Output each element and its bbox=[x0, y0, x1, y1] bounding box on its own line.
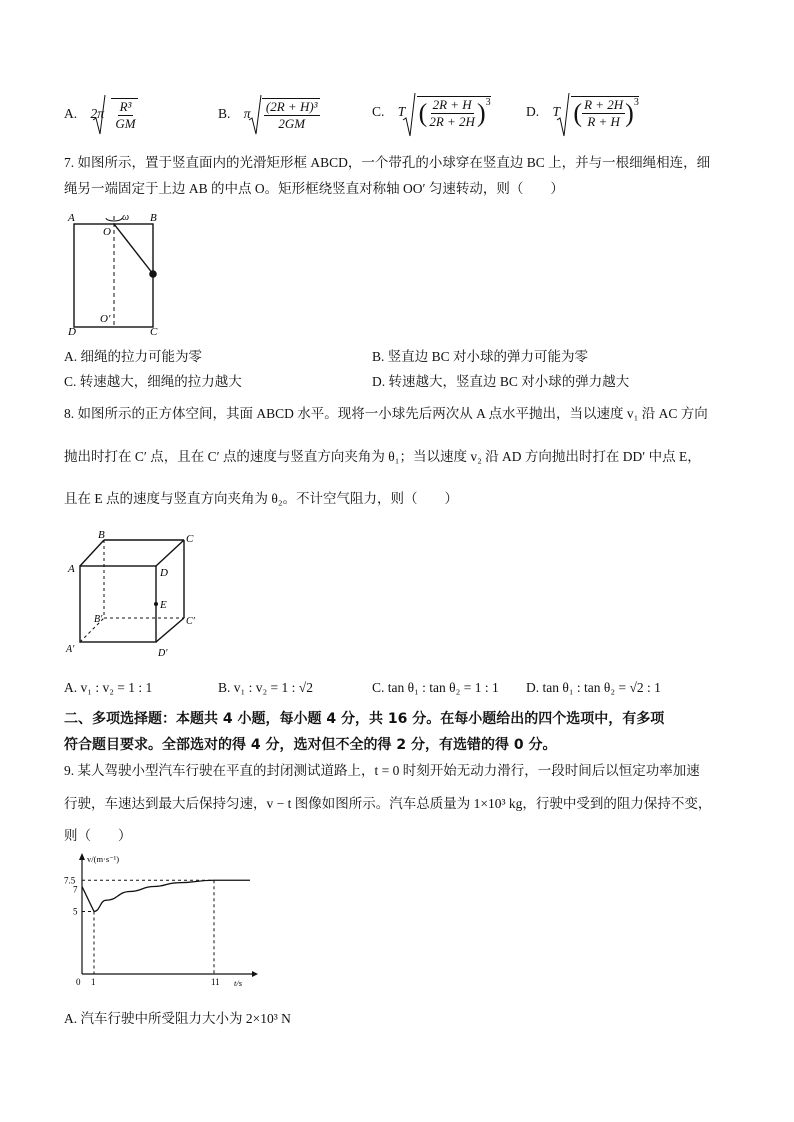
q8-stem-line3: 且在 E 点的速度与竖直方向夹角为 θ₂。不计空气阻力，则（ ） bbox=[64, 491, 459, 506]
q6-option-a-numerator: R³ bbox=[119, 99, 132, 114]
q6-option-b-radical bbox=[262, 98, 320, 132]
q8-edge-ab bbox=[80, 540, 104, 566]
q6-option-d-radical: ( $\frac{R + 2H}{R + H}$ )$^3$ bbox=[573, 97, 639, 129]
q6-option-a-radical bbox=[111, 98, 137, 132]
q6-option-a-prefix: 2π bbox=[90, 106, 105, 122]
q8-label-b: B bbox=[98, 529, 105, 541]
q6-option-b-label: B. bbox=[218, 106, 231, 122]
q7-stem-line2: 绳另一端固定于上边 AB 的中点 O。矩形框绕竖直对称轴 OO′ 匀速转动，则（ ） bbox=[64, 181, 564, 196]
q7-stem-line1: 7. 如图所示，置于竖直面内的光滑矩形框 ABCD，一个带孔的小球穿在竖直边 BC 上，并与一根细绳相连，细 bbox=[64, 155, 711, 170]
q7-option-a: A. 细绳的拉力可能为零 bbox=[64, 349, 202, 364]
q6-option-d-label: D. bbox=[526, 104, 540, 120]
q6-option-b bbox=[218, 98, 320, 132]
q7-label-b: B bbox=[150, 212, 157, 224]
vt-x-tick-label: 1 bbox=[91, 977, 96, 987]
q6-option-b-denominator: 2GM bbox=[278, 116, 306, 131]
section2-heading-line1: 二、多项选择题：本题共 4 小题，每小题 4 分，共 16 分。在每小题给出的四个选项中，有多项 bbox=[64, 711, 665, 727]
vt-y-tick-label: 7 bbox=[73, 884, 78, 895]
q6-option-a-label: A. bbox=[64, 106, 78, 122]
q7-label-a: A bbox=[68, 212, 75, 224]
q7-label-omega: ω bbox=[122, 212, 130, 223]
q7-label-d: D bbox=[68, 326, 76, 336]
q7-label-o: O bbox=[103, 226, 111, 238]
q7-ball bbox=[149, 270, 157, 278]
q6-option-b-prefix: π bbox=[243, 106, 251, 122]
q6-option-c-exponent: 3 bbox=[485, 97, 491, 108]
q6-a-radical-sign bbox=[92, 94, 106, 138]
q8-label-b-prime: B′ bbox=[94, 614, 103, 625]
q8-edge-dc-bottom bbox=[156, 618, 184, 642]
vt-x-axis-arrow bbox=[252, 971, 258, 977]
q8-stem-line2: 抛出时打在 C′ 点，且在 C′ 点的速度与竖直方向夹角为 θ₁；当以速度 v₂ 沿 AD 方向抛出时打在 DD′ 中点 E， bbox=[64, 449, 701, 464]
vt-curve bbox=[82, 880, 250, 911]
vt-guides bbox=[82, 880, 214, 974]
q8-stem-line1: 8. 如图所示的正方体空间，其面 ABCD 水平。现将一小球先后两次从 A 点水平抛出，当以速度 v₁ 沿 AC 方向 bbox=[64, 406, 708, 421]
q8-point-e bbox=[154, 602, 158, 606]
vt-y-tick-label: 7.5 bbox=[64, 875, 76, 886]
vt-y-tick-label: 5 bbox=[73, 906, 78, 917]
q8-option-c: C. tan θ₁ : tan θ₂ = 1 : 1 bbox=[372, 680, 499, 695]
q6-option-c-numerator: 2R + H bbox=[432, 97, 472, 112]
q7-label-o-prime: O′ bbox=[100, 313, 111, 325]
q8-front-face bbox=[80, 566, 156, 642]
q8-label-c-prime: C′ bbox=[186, 616, 195, 627]
q6-option-b-numerator: (2R + H)³ bbox=[265, 99, 318, 114]
q7-figure-frame bbox=[62, 208, 172, 336]
q6-option-d bbox=[526, 96, 639, 130]
q8-label-a-prime: A′ bbox=[66, 644, 75, 655]
q8-label-a: A bbox=[68, 563, 75, 575]
vt-y-axis-arrow bbox=[79, 853, 85, 860]
q7-option-b: B. 竖直边 BC 对小球的弹力可能为零 bbox=[372, 349, 589, 364]
q6-option-d-denominator: R + H bbox=[587, 114, 620, 129]
q6-c-radical-sign bbox=[402, 92, 416, 140]
q6-option-d-numerator: R + 2H bbox=[584, 97, 624, 112]
q6-option-c bbox=[372, 96, 491, 130]
q8-label-e: E bbox=[160, 599, 167, 611]
section2-heading-line2: 符合题目要求。全部选对的得 4 分，选对但不全的得 2 分，有选错的得 0 分。 bbox=[64, 737, 557, 753]
q8-label-c: C bbox=[186, 533, 194, 545]
q9-stem-line3: 则（ ） bbox=[64, 828, 132, 843]
q6-d-radical-sign bbox=[556, 92, 570, 140]
q6-option-c-denominator: 2R + 2H bbox=[429, 114, 475, 129]
q6-option-c-label: C. bbox=[372, 104, 385, 120]
q6-option-c-radical: ( $\frac{2R + H}{2R + 2H}$ )$^3$ bbox=[418, 97, 491, 129]
q9-option-a: A. 汽车行驶中所受阻力大小为 2×10³ N bbox=[64, 1011, 291, 1026]
q7-label-c: C bbox=[150, 326, 158, 336]
q8-label-d: D bbox=[160, 567, 168, 579]
q9-stem-line2: 行驶，车速达到最大后保持匀速，v − t 图像如图所示。汽车总质量为 1×10³ kg，行驶中受到的阻力保持不变， bbox=[64, 796, 712, 811]
vt-x-label: t/s bbox=[234, 978, 243, 988]
q6-option-d-exponent: 3 bbox=[633, 97, 639, 108]
q8-edge-dc bbox=[156, 540, 184, 566]
q6-option-a-denominator: GM bbox=[115, 116, 136, 131]
q6-b-radical-sign bbox=[248, 94, 262, 138]
q8-figure-cube bbox=[62, 528, 202, 662]
q8-label-d-prime: D′ bbox=[158, 648, 168, 659]
q9-vt-chart bbox=[60, 850, 260, 990]
q6-option-d-prefix: T bbox=[552, 104, 561, 120]
q7-option-c: C. 转速越大，细绳的拉力越大 bbox=[64, 374, 242, 389]
q8-option-a: A. v₁ : v₂ = 1 : 1 bbox=[64, 680, 153, 695]
vt-x-tick-label: 0 bbox=[76, 977, 81, 987]
q7-string bbox=[114, 224, 153, 274]
q8-option-d: D. tan θ₁ : tan θ₂ = √2 : 1 bbox=[526, 680, 661, 695]
q9-stem-line1: 9. 某人驾驶小型汽车行驶在平直的封闭测试道路上，t = 0 时刻开始无动力滑行，一段时间后以恒定功率加速 bbox=[64, 763, 700, 778]
q7-option-d: D. 转速越大，竖直边 BC 对小球的弹力越大 bbox=[372, 374, 630, 389]
q6-option-c-prefix: T bbox=[397, 104, 406, 120]
vt-x-tick-label: 11 bbox=[211, 977, 220, 987]
q8-option-b: B. v₁ : v₂ = 1 : √2 bbox=[218, 680, 313, 695]
vt-ticks bbox=[64, 875, 220, 987]
vt-y-label: v/(m·s⁻¹) bbox=[87, 854, 120, 864]
